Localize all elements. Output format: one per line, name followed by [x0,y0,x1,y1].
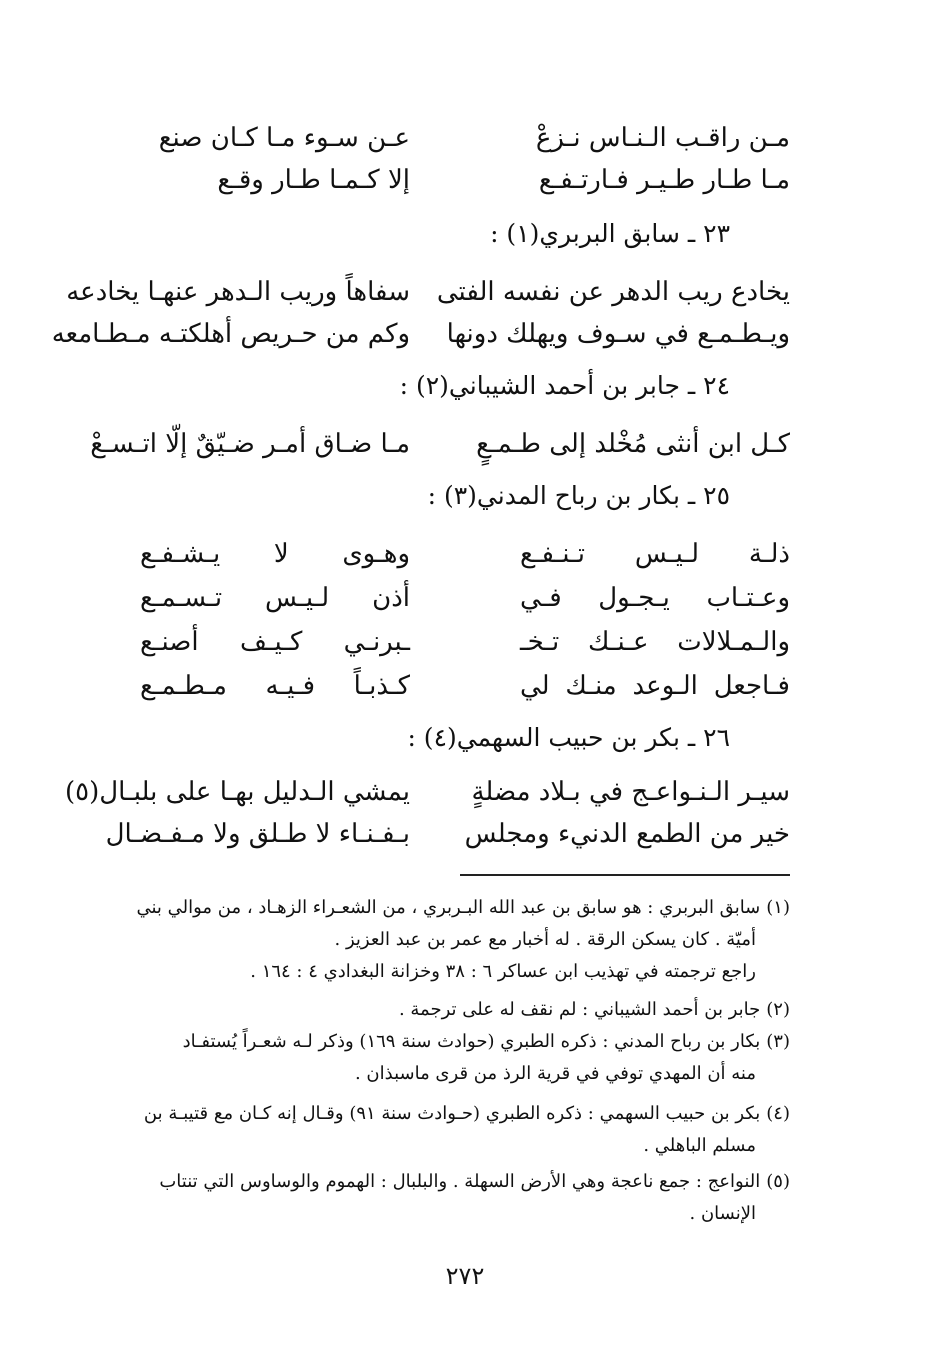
footnote-text: منه أن المهدي توفي في قرية الرذ من قرى ماسبذان . [354,1063,756,1084]
footnote-separator [460,874,790,876]
footnote-text: جابر بن أحمد الشيباني : لم نقف له على ترجمة . [398,999,761,1020]
verse-line [0,158,930,202]
footnote-text: بكر بن حبيب السهمي : ذكره الطبري (حـوادث سنة ٩١) وقـال إنه كـان مع قتيبـة بن [143,1103,761,1124]
verse-line [0,532,930,576]
verse-second-hemistich: بـفـنـاء لا طـلق ولا مـفـضـال [105,819,410,849]
verse-first-hemistich: خير من الطمع الدنيء ومجلس [464,819,790,849]
page-number: ٢٧٢ [445,1262,485,1290]
verse-line [0,270,930,314]
verse-first-hemistich: ويـطـمـع في سـوف ويهلك دونها [446,319,790,349]
verse-first-hemistich: سيـر الـنـواعـج في بـلاد مضلةٍ [471,777,790,807]
footnote-number: (٥) [766,1171,790,1192]
verse-line [0,664,930,708]
verse-line [0,620,930,664]
verse-second-hemistich: أذن لـيـس تـسـمـع [140,583,410,613]
verse-line [0,770,930,814]
verse-second-hemistich: وكم من حـريص أهلكتـه مـطـامعه [51,319,410,349]
footnote [90,892,790,988]
verse-second-hemistich: مـا ضـاق أمـر ضـيّقٌ إلّا اتـسـعْ [90,429,410,459]
footnote [90,994,790,1026]
verse-first-hemistich: يخادع ريب الدهر عن نفسه الفتى [436,277,790,307]
footnote-number: (٢) [766,999,790,1020]
footnote-text: راجع ترجمته في تهذيب ابن عساكر ٦ : ٣٨ وخزانة البغدادي ٤ : ١٦٤ . [250,961,756,982]
footnote-number: (١) [766,897,790,918]
poet-heading: ٢٤ ـ جابر بن أحمد الشيباني(٢) : [399,371,730,400]
verse-line [0,312,930,356]
verse-second-hemistich: ـبرنـي كـيـف أصنـع [140,627,410,657]
footnote-text: سابق البربري : هو سابق بن عبد الله البـربري ، من الشعـراء الزهـاد ، من موالي بني [136,897,761,918]
verse-second-hemistich: يمشي الـدليل بهـا على بلبـال(٥) [65,777,410,807]
verse-second-hemistich: كـذبـاً فـيـه مـطـمـع [140,671,410,701]
verse-first-hemistich: مـا طـار طـيـر فـارتـفـع [538,165,790,195]
verse-second-hemistich: وهـوى لا يـشـفـع [140,539,410,569]
verse-first-hemistich: فـاجعل الـوعد منـك لي [520,671,790,701]
footnote-number: (٤) [766,1103,790,1124]
verse-line [0,576,930,620]
verse-line [0,116,930,160]
footnote [90,1026,790,1090]
verse-line [0,422,930,466]
verse-first-hemistich: ذلـة لـيـس تـنـفـع [520,539,790,569]
footnote-number: (٣) [766,1031,790,1052]
verse-line [0,812,930,856]
poet-heading: ٢٦ ـ بكر بن حبيب السهمي(٤) : [407,723,730,752]
footnote-text: مسلم الباهلي . [643,1135,756,1156]
footnote-text: أميّة . كان يسكن الرقة . له أخبار مع عمر بن عبد العزيز . [334,929,756,950]
verse-first-hemistich: والـمـلالات عـنـك تـخـ [520,627,790,657]
poet-heading: ٢٥ ـ بكار بن رباح المدني(٣) : [427,481,730,510]
verse-second-hemistich: سفاهاً وريب الـدهر عنهـا يخادعه [66,277,410,307]
footnote-text: بكار بن رباح المدني : ذكره الطبري (حوادث سنة ١٦٩) وذكر لـه شعـراً يُستفـاد [182,1031,761,1052]
footnote [90,1166,790,1230]
poet-heading: ٢٣ ـ سابق البربري(١) : [490,219,730,248]
verse-second-hemistich: عـن سـوء مـا كـان صنع [158,123,410,153]
verse-first-hemistich: كـل ابن أنثى مُخْلد إلى طـمـعٍ [476,429,790,459]
verse-first-hemistich: وعـتـاب يـجـول فـي [520,583,790,613]
footnote-text: الإنسان . [689,1203,756,1224]
verse-second-hemistich: إلا كـمـا طـار وقـع [217,165,410,195]
footnote [90,1098,790,1162]
footnote-text: النواعج : جمع ناعجة وهي الأرض السهلة . والبلبال : الهموم والوساوس التي تنتاب [159,1171,761,1192]
verse-first-hemistich: مـن راقـب الـنـاس نـزعْ [535,123,790,153]
